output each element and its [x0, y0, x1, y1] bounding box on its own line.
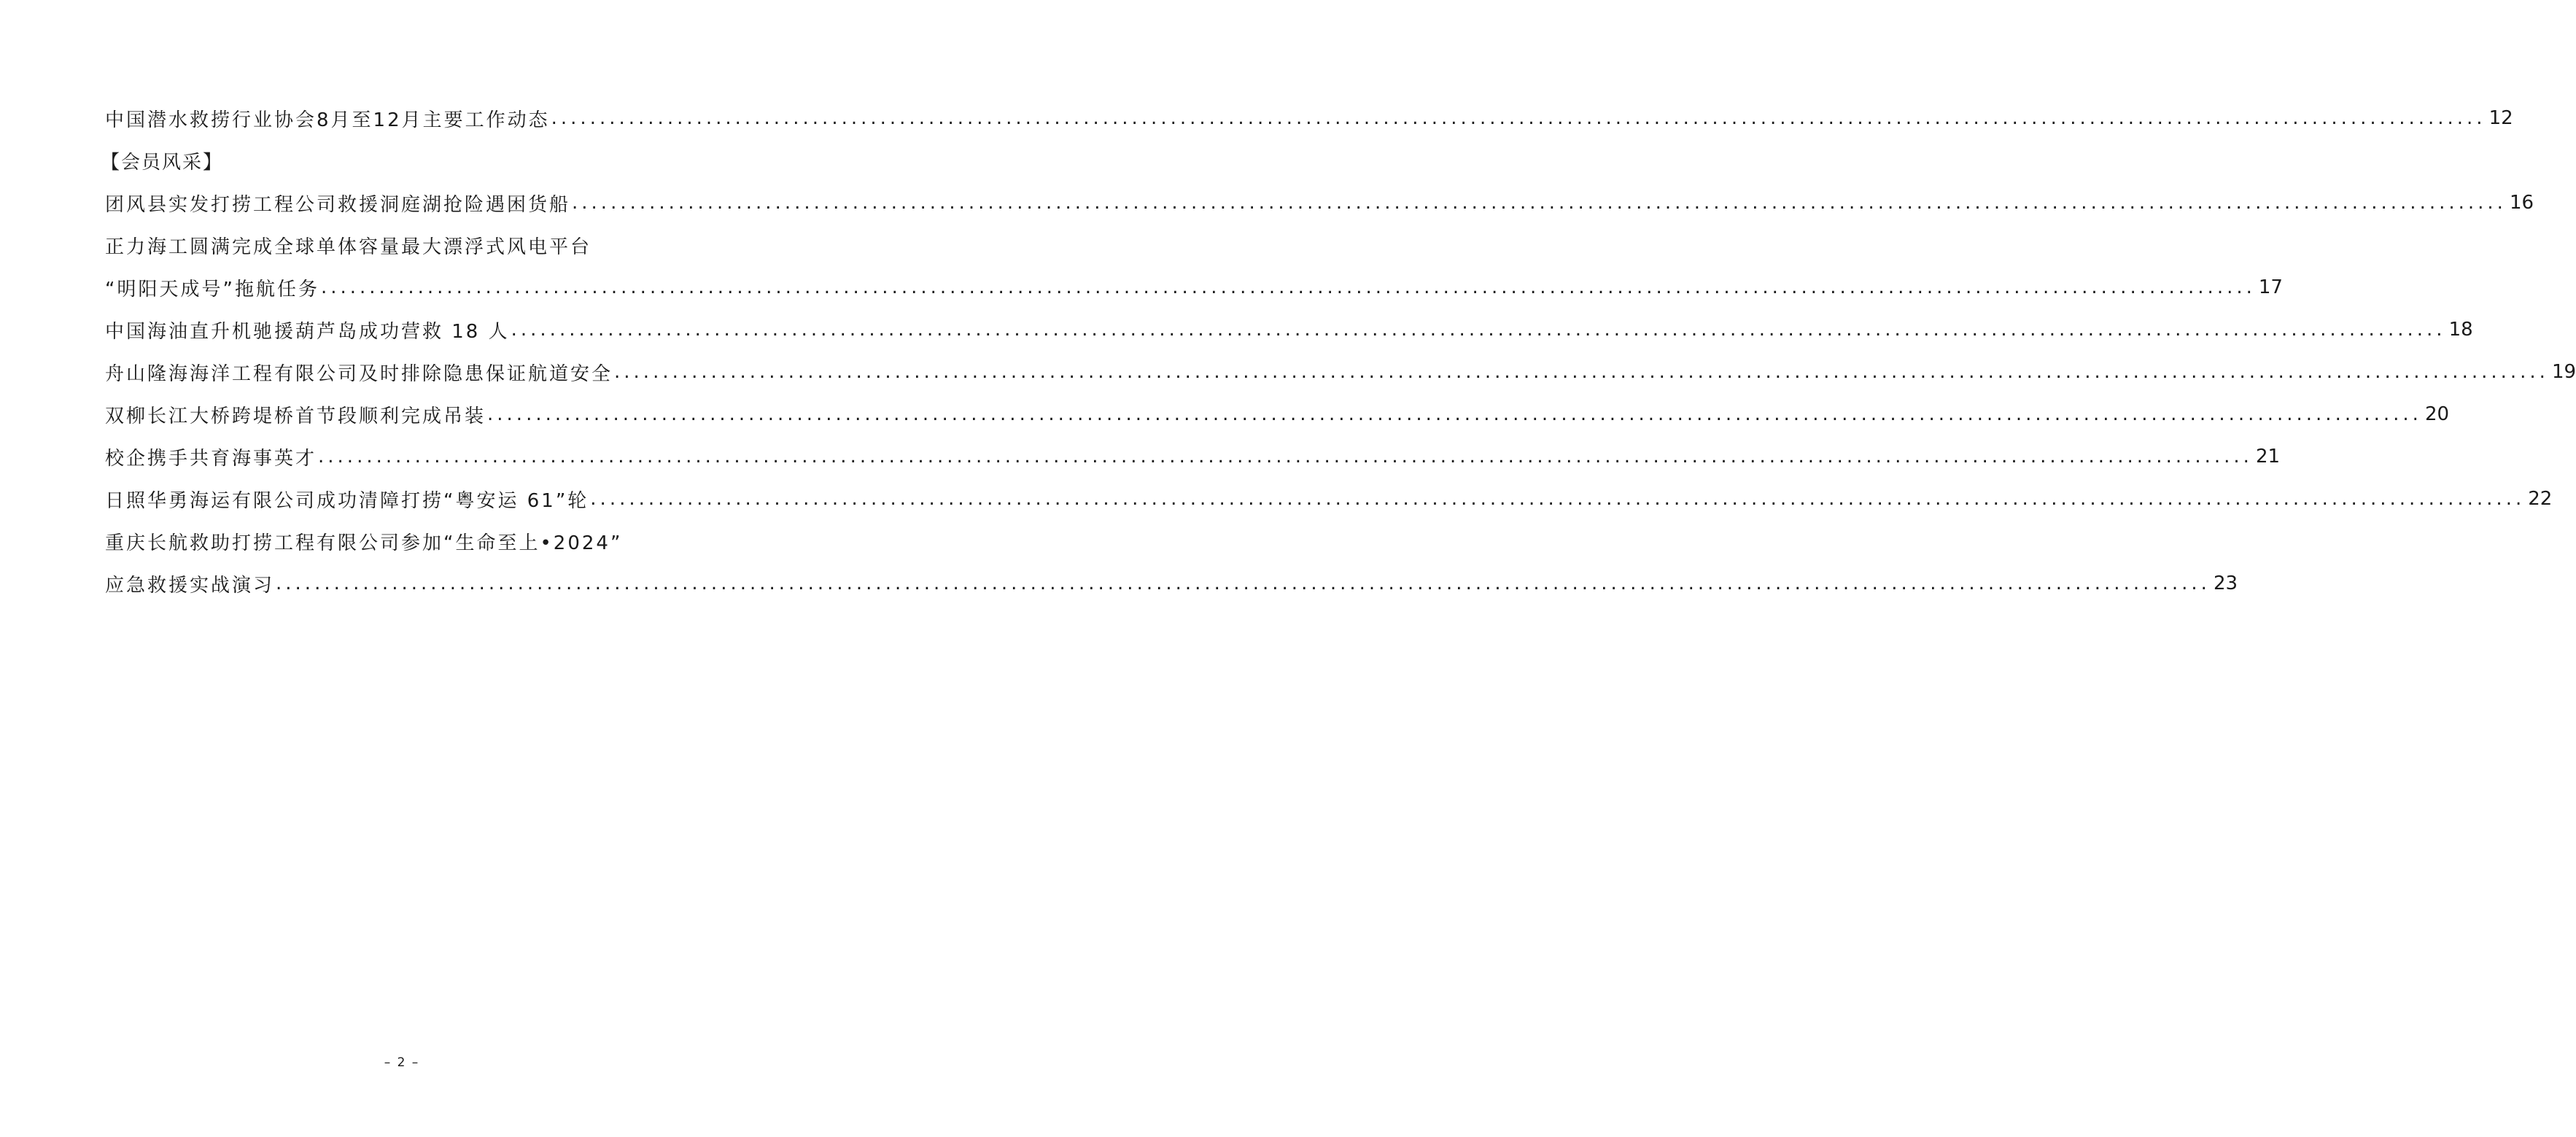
- toc-entry-title: 正力海工圆满完成全球单体容量最大漂浮式风电平台: [105, 236, 592, 258]
- toc-entry[interactable]: [105, 266, 2283, 308]
- toc-entry-title: 舟山隆海海洋工程有限公司及时排除隐患保证航道安全: [105, 362, 613, 385]
- toc-entry[interactable]: [105, 182, 2534, 224]
- toc-entry[interactable]: [105, 435, 2281, 478]
- toc-entry[interactable]: [105, 351, 2576, 393]
- toc-entry[interactable]: [105, 562, 2238, 605]
- toc-entry-title: 重庆长航救助打捞工程有限公司参加“生命至上•2024”: [105, 532, 623, 554]
- toc-entry[interactable]: [105, 393, 2450, 435]
- toc-entry-page: 21: [2255, 446, 2281, 467]
- toc-dot-leader: ........................................................................................................................................................................................................: [614, 361, 2549, 383]
- toc-entry-page: 16: [2509, 192, 2534, 214]
- toc-entry-page: 23: [2213, 573, 2238, 594]
- toc-entry-page: 17: [2258, 276, 2283, 298]
- toc-entry-page: 19: [2551, 361, 2576, 383]
- toc-dot-leader: ........................................................................................................................................................................................................: [320, 276, 2256, 298]
- toc-entry-page: 22: [2528, 488, 2553, 510]
- toc-section-heading: 【会员风采】: [101, 151, 224, 174]
- toc-entry[interactable]: [105, 478, 2553, 520]
- toc-dot-leader: ........................................................................................................................................................................................................: [276, 573, 2211, 594]
- toc-entry-title: 双柳长江大桥跨堤桥首节段顺利完成吊装: [105, 405, 486, 427]
- toc-dot-leader: ........................................................................................................................................................................................................: [551, 107, 2486, 129]
- toc-dot-leader: ........................................................................................................................................................................................................: [487, 403, 2422, 425]
- toc-entry-continued[interactable]: [105, 224, 702, 266]
- toc-entry-title: 中国潜水救捞行业协会8月至12月主要工作动态: [105, 109, 550, 131]
- toc-entry-title: “明阳天成号”拖航任务: [105, 278, 319, 300]
- toc-dot-leader: ........................................................................................................................................................................................................: [572, 192, 2507, 214]
- toc-entry[interactable]: [105, 97, 2513, 139]
- toc-entry-title: 应急救援实战演习: [105, 574, 275, 597]
- toc-entry-title: 团风县实发打捞工程公司救援洞庭湖抢险遇困货船: [105, 193, 571, 216]
- toc-entry-title: 中国海油直升机驰援葫芦岛成功营救 18 人: [105, 320, 510, 343]
- toc-entry-page: 12: [2488, 107, 2513, 129]
- toc-dot-leader: ........................................................................................................................................................................................................: [511, 319, 2446, 341]
- toc-entry[interactable]: [105, 308, 2473, 351]
- toc-dot-leader: ........................................................................................................................................................................................................: [318, 446, 2253, 467]
- toc-entry-continued[interactable]: [105, 520, 702, 562]
- toc-dot-leader: ........................................................................................................................................................................................................: [590, 488, 2526, 510]
- toc-entry-page: 20: [2424, 403, 2450, 425]
- toc-entry-title: 日照华勇海运有限公司成功清障打捞“粤安运 61”轮: [105, 489, 589, 512]
- table-of-contents: [101, 97, 2576, 605]
- toc-entry-page: 18: [2448, 319, 2473, 341]
- page-number: – 2 –: [384, 1055, 420, 1070]
- toc-entry-title: 校企携手共育海事英才: [105, 447, 317, 470]
